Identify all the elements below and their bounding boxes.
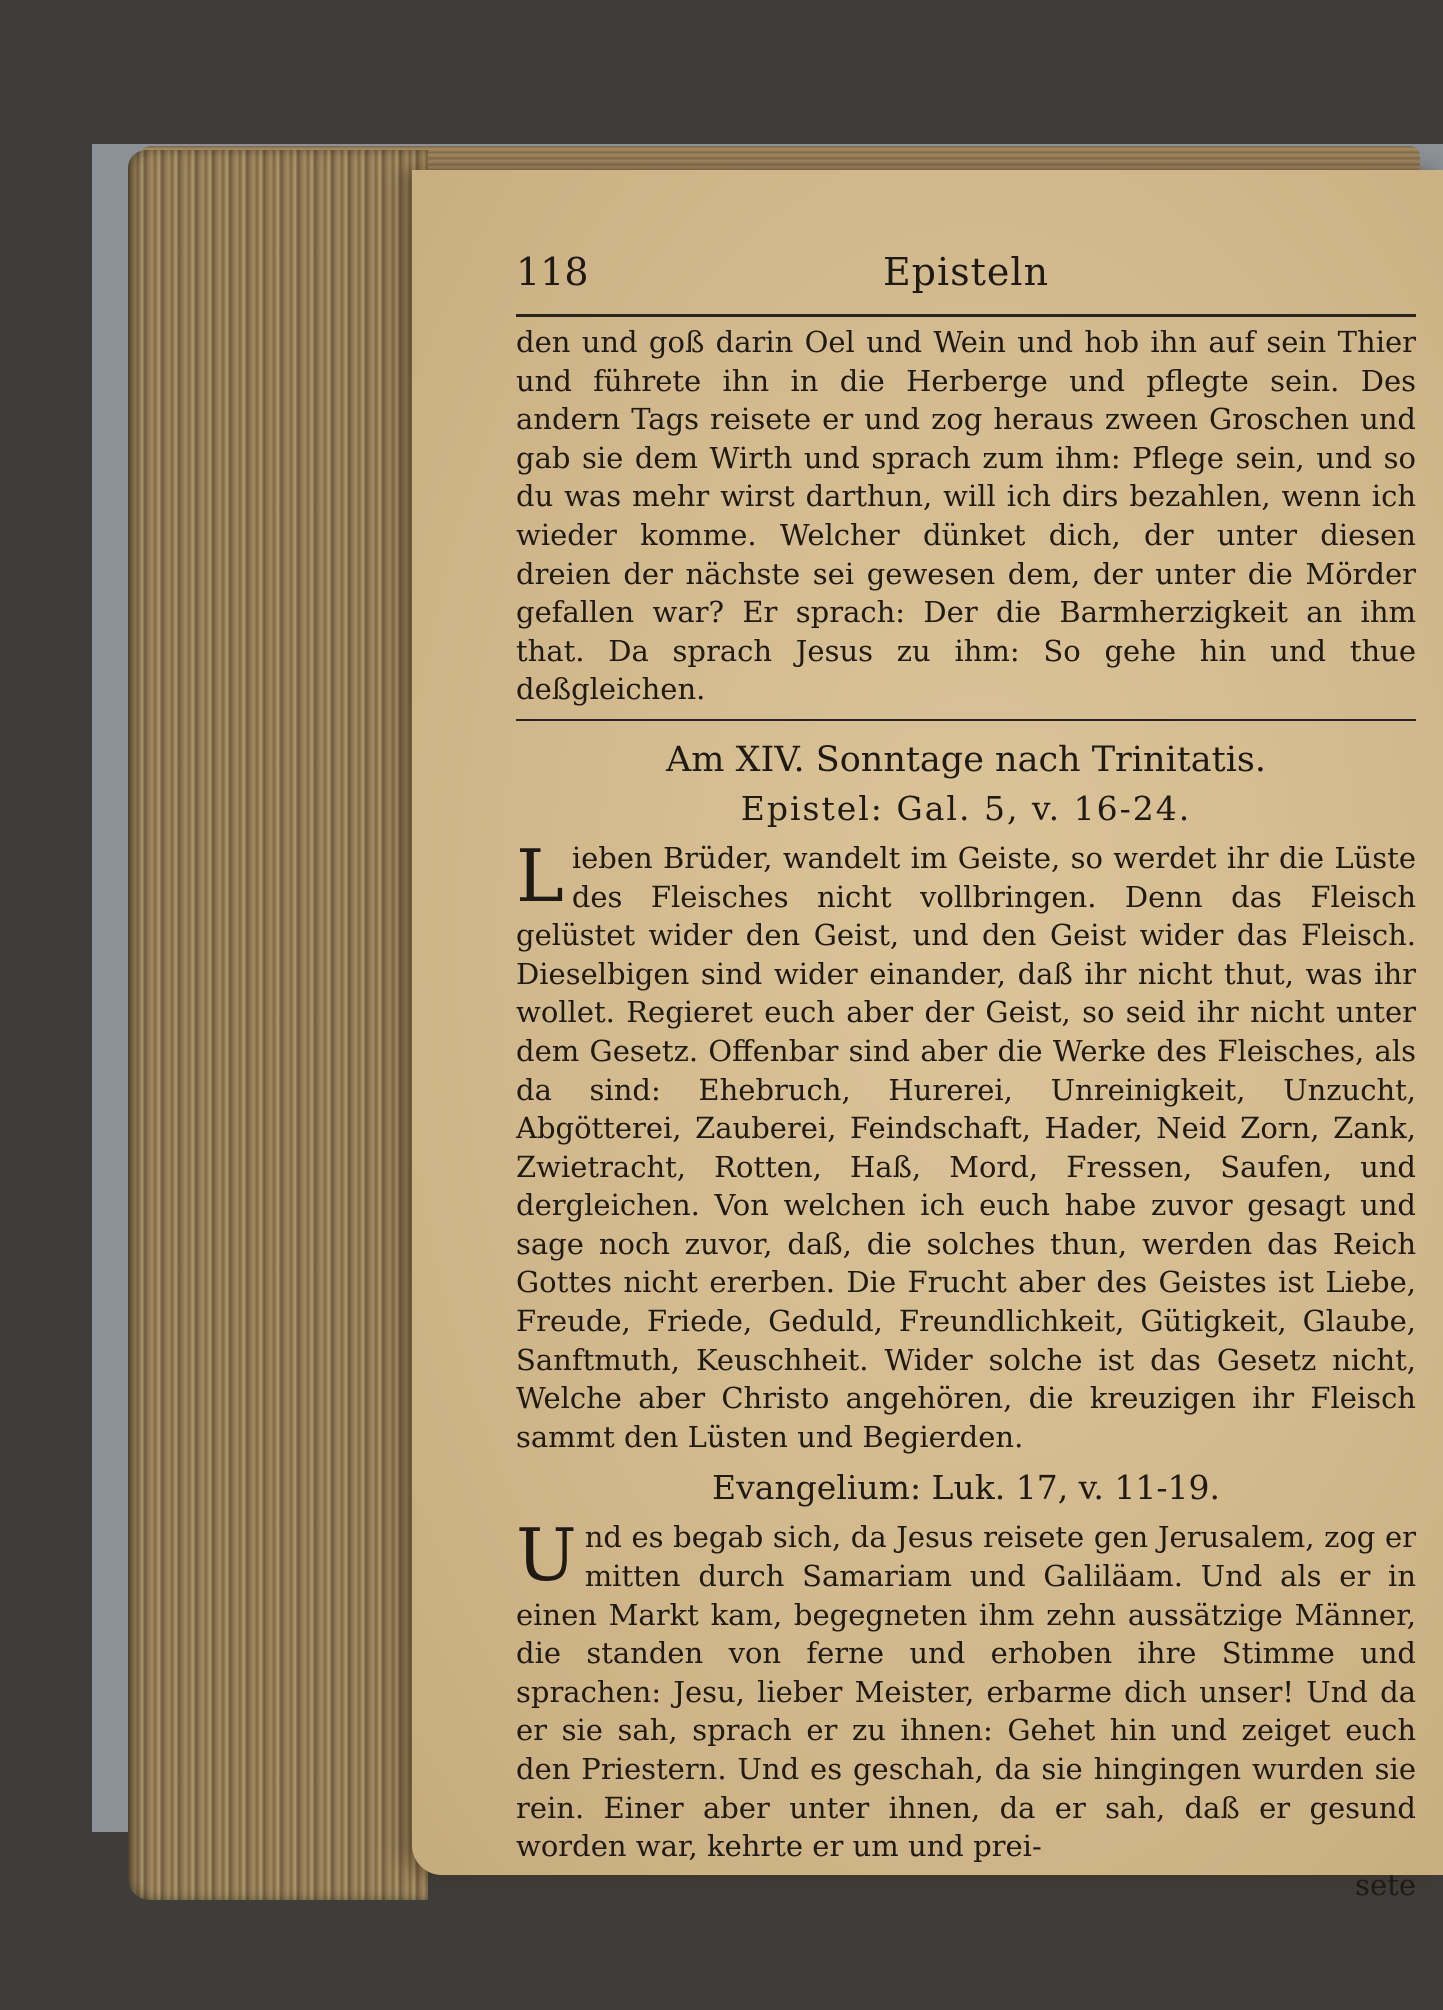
epistle-initial: L [516, 833, 564, 918]
page-number: 118 [516, 250, 589, 294]
gospel-text: nd es begab sich, da Jesus reisete gen Jerusalem, zog er mitten durch Samariam und Galiläam. Und als er in einen Markt kam, begegneten ihm zehn aussätzige Männer, die standen von ferne und erhoben ihre Stimme und sprachen: Jesu, lieber Meister, erbarme dich unser! Und da er sie sah, sprach er zu ihnen: Gehet hin und zeiget euch den Priestern. Und es geschah, da sie hingingen wurden sie rein. Einer aber unter ihnen, da er sah, daß er gesund worden war, kehrte er um und prei- [516, 1520, 1416, 1864]
section-title: Am XIV. Sonntage nach Trinitatis. [665, 739, 1266, 780]
continuation-paragraph: den und goß darin Oel und Wein und hob ihn auf sein Thier und führete ihn in die Herberge und pflegte sein. Des andern Tags reisete er und zog heraus zween Groschen und gab sie dem Wirth und sprach zum ihm: Pflege sein, und so du was mehr wirst darthun, will ich dirs bezahlen, wenn ich wieder komme. Welcher dünket dich, der unter diesen dreien der nächste sei gewesen dem, der unter die Mörder gefallen war? Er sprach: Der die Barmherzigkeit an ihm that. Da sprach Jesus zu ihm: So gehe hin und thue deßgleichen. [516, 325, 1416, 707]
gospel-initial: U [516, 1513, 577, 1598]
gospel-heading: Evangelium: Luk. 17, v. 11-19. [711, 1468, 1221, 1508]
book-page [412, 170, 1443, 1902]
section-divider [516, 719, 1416, 721]
header-rule [516, 314, 1416, 317]
epistle-heading: Epistel: Gal. 5, v. 16-24. [740, 788, 1192, 828]
page-content [516, 250, 1416, 1904]
page-header [516, 250, 1416, 314]
running-title: Episteln [882, 250, 1050, 294]
epistle-text: ieben Brüder, wandelt im Geiste, so werdet ihr die Lüste des Fleisches nicht vollbringen. Denn das Fleisch gelüstet wider den Geist, und den Geist wider das Fleisch. Dieselbigen sind wider einander, daß ihr nicht thut, was ihr wollet. Regieret euch aber der Geist, so seid ihr nicht unter dem Gesetz. Offenbar sind aber die Werke des Fleisches, als da sind: Ehebruch, Hurerei, Unreinigkeit, Unzucht, Abgötterei, Zauberei, Feindschaft, Hader, Neid Zorn, Zank, Zwietracht, Rotten, Haß, Mord, Fressen, Saufen, und dergleichen. Von welchen ich euch habe zuvor gesagt und sage noch zuvor, daß, die solches thun, werden das Reich Gottes nicht ererben. Die Frucht aber des Geistes ist Liebe, Freude, Friede, Geduld, Freundlichkeit, Gütigkeit, Glaube, Sanftmuth, Keuschheit. Wider solche ist das Gesetz nicht, Welche aber Christo angehören, die kreuzigen ihr Fleisch sammt den Lüsten und Begierden. [516, 840, 1416, 1454]
catchword: sete [1355, 1867, 1416, 1902]
gospel-paragraph [516, 1513, 1416, 1865]
epistle-paragraph [516, 833, 1416, 1457]
page-block-side-edge [128, 150, 428, 1900]
